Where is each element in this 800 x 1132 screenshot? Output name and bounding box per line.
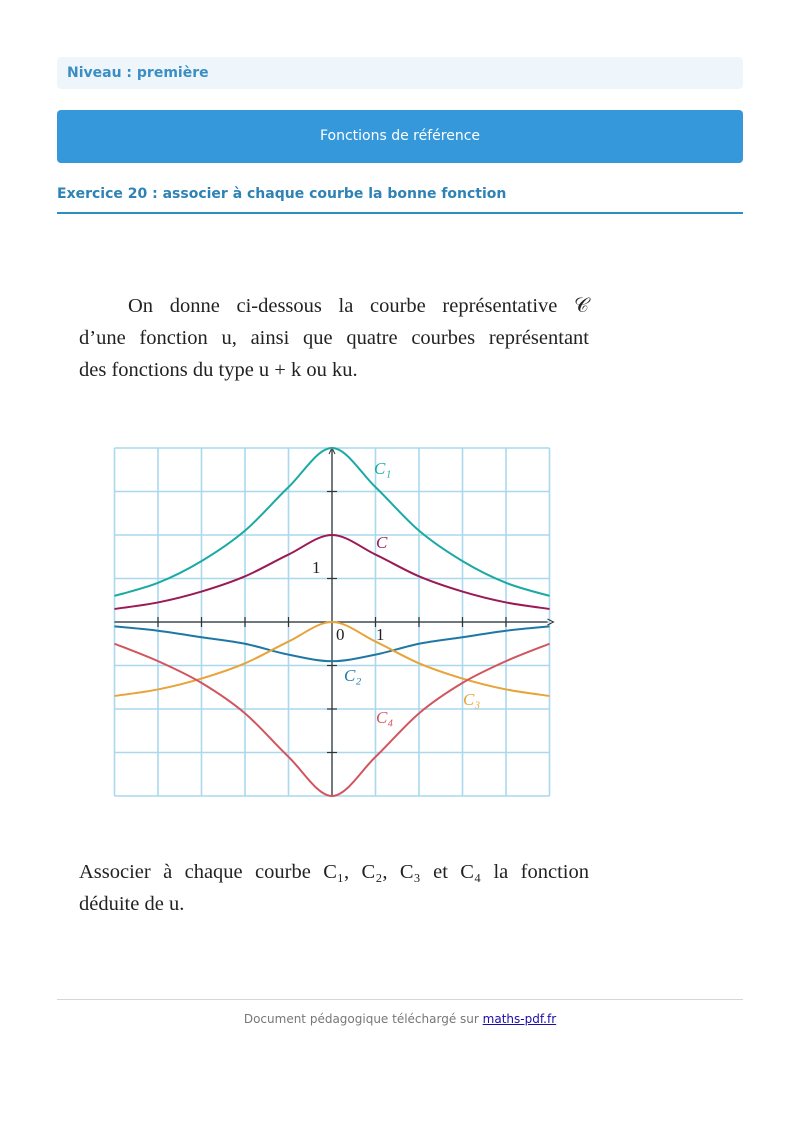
question-paragraph xyxy=(79,856,589,920)
label-c2: C₂ xyxy=(344,666,362,685)
footer-divider xyxy=(57,999,743,1000)
x-unit-label: 1 xyxy=(376,625,385,644)
statement-line-3: des fonctions du type u + k ou ku. xyxy=(79,359,358,381)
question-line-2: déduite de u. xyxy=(79,893,185,915)
footer-text: Document pédagogique téléchargé sur xyxy=(243,1012,479,1026)
question-line-1: Associer à chaque courbe C₁, C₂, C₃ et C₄ la fonction xyxy=(79,861,589,883)
label-c: C xyxy=(376,533,388,552)
statement-line-2: d’une fonction u, ainsi que quatre courbes représentant xyxy=(79,327,589,349)
label-c1: C₁ xyxy=(374,459,392,478)
statement-line-1: On donne ci-dessous la courbe représentative 𝒞 xyxy=(128,295,589,317)
topic-banner: Fonctions de référence xyxy=(57,110,743,163)
y-unit-label: 1 xyxy=(312,558,321,577)
level-label: Niveau : première xyxy=(67,65,209,81)
exercise-title: Exercice 20 : associer à chaque courbe la bonne fonction xyxy=(57,186,507,202)
footer-link[interactable]: maths-pdf.fr xyxy=(482,1012,557,1026)
label-c4: C₄ xyxy=(376,708,394,727)
footer xyxy=(0,1012,800,1026)
label-c3: C₃ xyxy=(463,690,481,709)
origin-label: 0 xyxy=(336,625,345,644)
